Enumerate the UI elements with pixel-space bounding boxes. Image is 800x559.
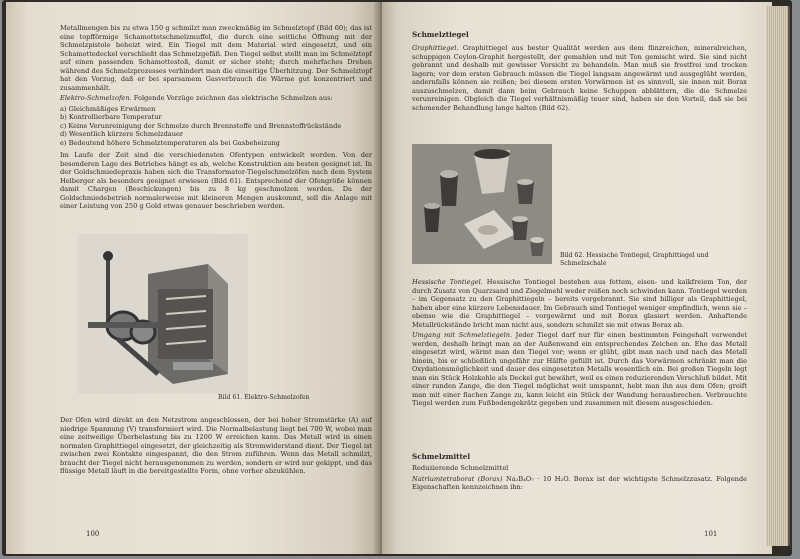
page-number-left: 100 (86, 530, 100, 538)
heading-schmelzmittel: Schmelzmittel (412, 452, 471, 461)
left-paragraph-2-lead: Elektro-Schmelzofen. (60, 94, 132, 102)
right-paragraph-3-lead: Umgang mit Schmelztiegeln. (412, 331, 513, 339)
right-paragraph-4-lead: Natriumtetraborat (Borax) (412, 474, 503, 483)
right-paragraph-3 (412, 331, 747, 408)
list-item: e) Bedeutend höhere Schmelztemperaturen als bei Gasbeheizung (60, 138, 280, 147)
list-item: d) Wesentlich kürzere Schmelzdauer (60, 130, 184, 138)
list-item: a) Gleichmäßiges Erwärmen (60, 104, 156, 113)
left-paragraph-1: Metallmengen bis zu etwa 150 g schmilzt man zweckmäßig im Schmelztopf (Bild 60); das ist eine topfförmige Schamottetschmelzmuffel, die durch eine seitliche Öffnung mit der Schmelzpistole beheizt wird. Ein Tiegel mit dem Material wird eingesetzt, und ein Schamottedeckel verschließt das Schmelzgefäß. Den Tiegel selbst stellt man im Schmelztopf auf einen passenden Schamottestoß, damit er sicher steht; durch mehrfaches Drehen während des Schmelzprozesses verhindert man die einseitige Überhitzung. Der Schmelztopf hat den Vorzug, daß er bei sparsamem Gasverbrauch die Wärme gut konzentriert und zusammenhält. (60, 24, 372, 92)
furnace-photo (78, 234, 248, 394)
right-paragraph-3-text: Jeder Tiegel darf nur für einen bestimmten Feingehalt verwendet werden, deshalb bringt man an der Außenwand ein entsprechendes Zeichen an. Ehe das Metall eingesetzt wird, wärmt man den Tiegel vor; wenn er glüht, gibt man nach und nach das Metall hinein, bis er schließlich ungefähr zur Hälfte gefüllt ist. Durch das Vorwärmen schränkt man die Oxydationsmöglichkeit und dauer des eingesetzten Metalls wesentlich ein. Bei großen Tiegeln legt man ein Stück Holzkohle als Deckel gut bewährt, weil es einen reduzierenden Verschluß bildet. Mit einer runden Zange, die den Tiegel möglichst weit umspannt, hebt man ihn aus dem Ofen; greift man mit einer flachen Zange zu, kann leicht ein Stück der Wandung herausbrechen. Verbrauchte Tiegel werden zum Fußbodengekrätz gegeben und zusammen mit diesem ausgeschieden. (412, 331, 748, 407)
right-paragraph-1-lead: Graphittiegel. (412, 44, 459, 52)
figure-62-caption: Bild 62. Hessische Tontiegel, Graphittiegel und Schmelzschale (560, 252, 709, 267)
right-paragraph-2-text: Hessische Tontiegel bestehen aus fettem, eisen- und kalkfreiem Ton, der durch Zusatz von Quarzsand und Ziegelmehl weder reißen noch schwinden kann. Tontiegel werden – im Gegensatz zu den Graphittiegeln – bereits vorgebrannt. Sie sind billiger als Graphittiegel, haben aber eine kürzere Lebensdauer. Im Gebrauch sind Tontiegel weniger empfindlich, wenn sie – ebenso wie die Graphittiegel – vorgewärmt und mit Borax glasiert werden. Anhaftende Metallrückstände bricht man nicht aus, sondern schmilzt sie mit etwas Borax ab. (412, 278, 747, 329)
left-paragraph-2 (60, 94, 372, 103)
heading-schmelztiegel: Schmelztiegel (412, 30, 469, 39)
right-paragraph-2 (412, 278, 747, 329)
right-paragraph-2-lead: Hessische Tontiegel. (412, 278, 483, 286)
left-paragraph-3: Im Laufe der Zeit sind die verschiedensten Ofentypen entwickelt worden. Von der besonderen Lage des Betriebes hängt es ab, welche Konstruktion am besten geeignet ist. In der Goldschmiedepraxis haben sich die Transformator-Tiegelschmelzöfen nach dem System Helberger als besonders geeignet erwiesen (Bild 61). Entsprechend der Ofengröße können damit Chargen (Beschickungen) bis zu 8 kg geschmolzen werden. Da der Goldschmiedebetrieb normalerweise mit kleineren Mengen auskommt, soll die Anlage mit einer Leistung von 250 g Gold etwas genauer beschrieben werden. (60, 151, 372, 210)
list-item: b) Kontrollierbare Temperatur (60, 113, 162, 121)
left-page (6, 2, 380, 554)
right-paragraph-4 (412, 475, 747, 492)
left-paragraph-4: Der Ofen wird direkt an den Netzstrom angeschlossen, der bei hoher Stromstärke (A) auf niedrige Spannung (V) transformiert wird. Die Normalbelastung liegt bei 700 W, wobei man eine zeitweilige Überbelastung bis zu 1200 W erreichen kann. Das Metall wird in einen normalen Graphittiegel eingesetzt, der gleichzeitig als Stromwiderstand dient. Der Tiegel ist zwischen zwei Kontakte eingespannt, die den Strom zuführen. Wenn das Metall schmilzt, braucht der Tiegel nicht herausgenommen zu werden, sondern er wird nur gekippt, und das flüssige Metall läuft in die bereitgestellte Form, ohne vorher abzukühlen. (60, 416, 372, 475)
right-paragraph-4-text: Na₂B₄O₇ · 10 H₂O. Borax ist der wichtigste Schmelzzusatz. Folgende Eigenschaften kennzeichnen ihn: (412, 474, 747, 491)
page-edges (766, 6, 790, 546)
left-text-top (60, 24, 372, 213)
figure-61-caption: Bild 61. Elektro-Schmelzofen (218, 394, 310, 401)
list-item: c) Keine Verunreinigung der Schmelze durch Brennstoffe und Brennstoffrückstände (60, 121, 342, 130)
right-paragraph-1 (412, 44, 747, 112)
electric-furnace-illustration (78, 234, 248, 394)
right-page (382, 2, 772, 554)
right-text-bottom (412, 464, 747, 494)
right-text-top (412, 44, 747, 114)
crucibles-photo (412, 144, 552, 264)
subheading-reducing-fluxes: Reduzierende Schmelzmittel (412, 464, 509, 472)
advantages-list (60, 105, 372, 148)
left-text-bottom (60, 416, 372, 478)
page-number-right: 101 (704, 530, 718, 538)
crucibles-illustration (412, 144, 552, 264)
right-paragraph-1-text: Graphittiegel aus bester Qualität werden aus dem flinzreichen, mineralreichen, schuppigen Ceylon-Graphit hergestellt, der gemahlen und mit Ton gemischt wird. Sie sind nicht gebrannt und deshalb mit gewisser Vorsicht zu behandeln. Man muß sie frostfrei und trocken lagern; vor dem ersten Gebrauch müssen die Tiegel langsam angewärmt und ausgeglüht werden, andernfalls können sie reißen; bei diesem ersten Vorwärmen ist es sinnvoll, sie innen mit Borax auszuschmelzen, damit dann beim Gebrauch keine Schuppen abblättern, die die Schmelze verunreinigen. Obgleich die Tiegel verhältnismäßig teuer sind, haben sie den Vorteil, daß sie bei schonender Behandlung lange halten (Bild 62). (412, 44, 747, 112)
right-text-middle (412, 278, 747, 410)
left-paragraph-2-text: Folgende Vorzüge zeichnen das elektrische Schmelzen aus: (131, 94, 333, 102)
